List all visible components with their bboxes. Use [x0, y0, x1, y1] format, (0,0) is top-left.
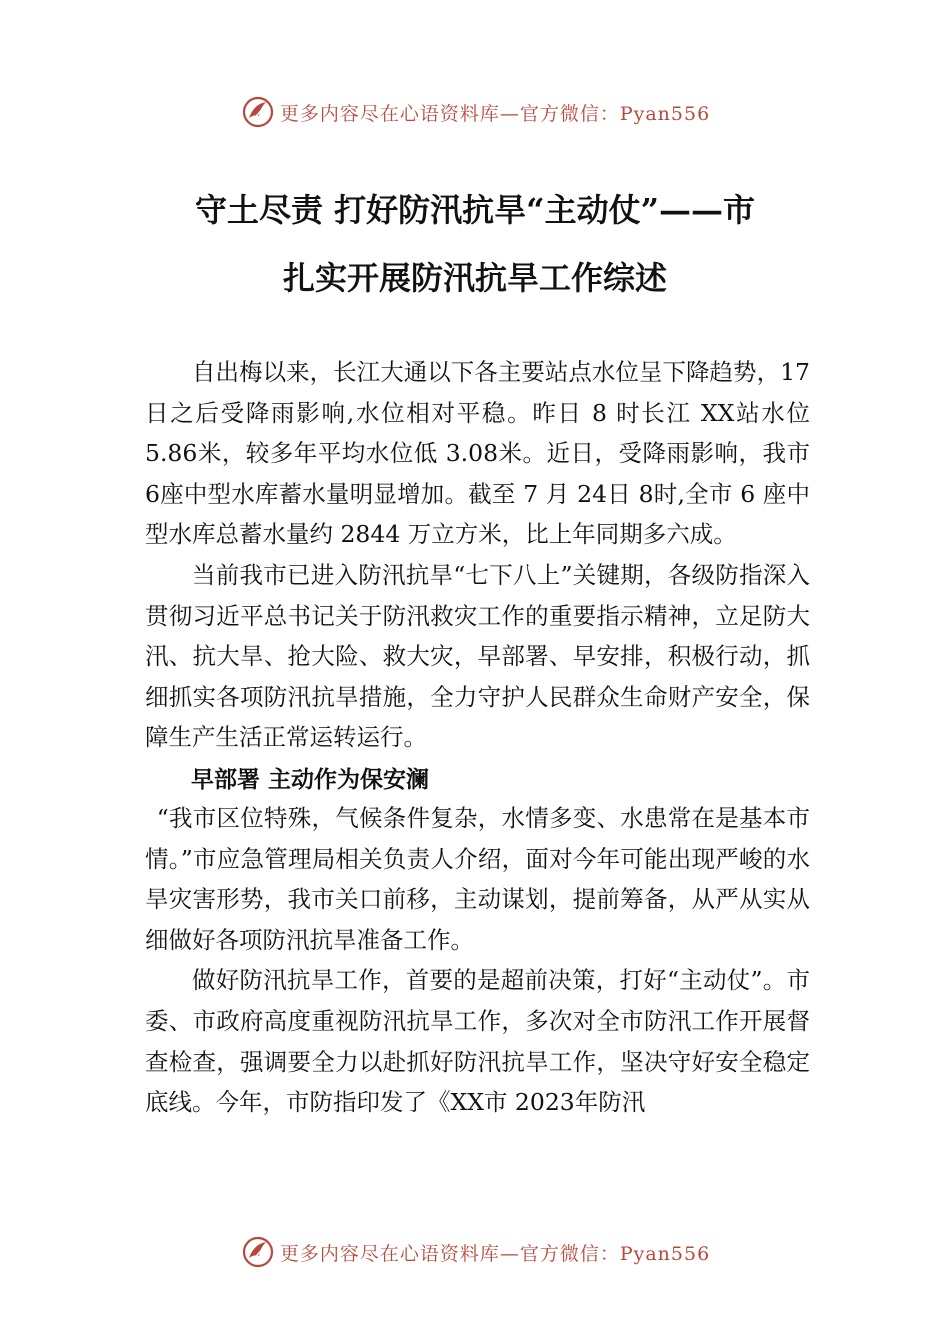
watermark-banner-top	[0, 92, 950, 132]
paragraph: 自出梅以来，长江大通以下各主要站点水位呈下降趋势，17日之后受降雨影响,水位相对平稳。昨日 8 时长江 XX站水位 5.86米，较多年平均水位低 3.08米。近日，受降雨影响，我市 6座中型水库蓄水量明显增加。截至 7 月 24日 8时,全市 6 座中型水库总蓄水量约 2844 万立方米，比上年同期多六成。	[145, 358, 810, 549]
section-heading: 早部署 主动作为保安澜	[191, 766, 430, 793]
paragraph: “我市区位特殊，气候条件复杂，水情多变、水患常在是基本市情。”市应急管理局相关负责人介绍，面对今年可能出现严峻的水旱灾害形势，我市关口前移，主动谋划，提前筹备，从严从实从细做好各项防汛抗旱准备工作。	[145, 803, 810, 954]
paragraph: 当前我市已进入防汛抗旱“七下八上”关键期，各级防指深入贯彻习近平总书记关于防汛救灾工作的重要指示精神，立足防大汛、抗大旱、抢大险、救大灾，早部署、早安排，积极行动，抓细抓实各项防汛抗旱措施，全力守护人民群众生命财产安全，保障生产生活正常运转运行。	[145, 560, 810, 752]
article-body	[145, 352, 810, 1123]
page-title-line-1: 守土尽责 打好防汛抗旱“主动仗”——市	[195, 191, 755, 229]
watermark-banner-bottom	[0, 1232, 950, 1272]
brand-logo-icon	[240, 1234, 276, 1270]
paragraph: 做好防汛抗旱工作，首要的是超前决策，打好“主动仗”。市委、市政府高度重视防汛抗旱工作，多次对全市防汛工作开展督查检查，强调要全力以赴抓好防汛抗旱工作，坚决守好安全稳定底线。今年，市防指印发了《XX市 2023年防汛	[145, 966, 810, 1117]
watermark-text: 更多内容尽在心语资料库—官方微信：Pyan556	[279, 1242, 711, 1265]
brand-logo-icon	[240, 94, 276, 130]
watermark-text: 更多内容尽在心语资料库—官方微信：Pyan556	[279, 102, 711, 125]
page-title-line-2: 扎实开展防汛抗旱工作综述	[282, 259, 667, 297]
